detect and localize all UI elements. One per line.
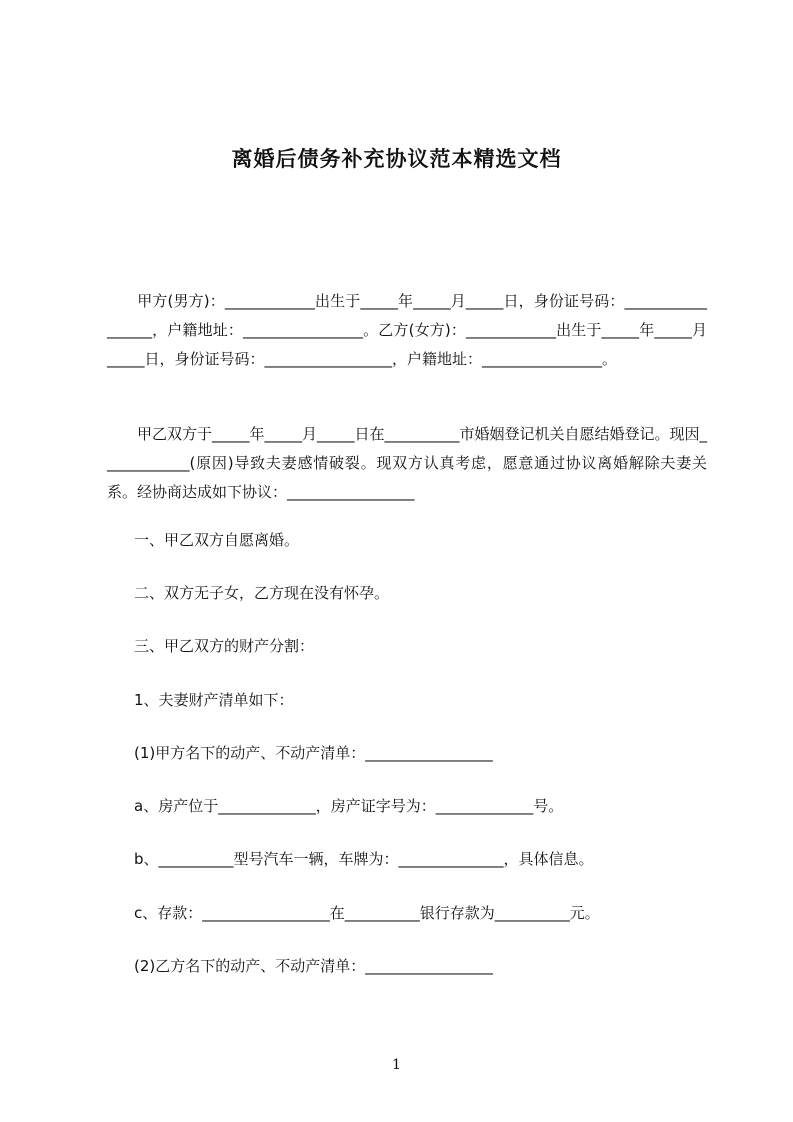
document-title: 离婚后债务补充协议范本精选文档 — [231, 147, 562, 171]
parties-paragraph: 甲方(男方)：____________出生于_____年_____月_____日，身份证号码：_________________，户籍地址：________________。乙方(女方)：____________出生于_____年_____月_____日，身份证号码：_________________，户籍地址：________________。 — [107, 292, 707, 368]
clause-item: 二、双方无子女，乙方现在没有怀孕。 — [134, 584, 390, 602]
clause-item: 1、夫妻财产清单如下： — [134, 691, 294, 709]
clause-item: c、存款：_________________在__________银行存款为__________元。 — [134, 904, 600, 922]
page-number: 1 — [392, 1057, 401, 1073]
clause-item: 一、甲乙双方自愿离婚。 — [134, 531, 300, 549]
clause-item: (1)甲方名下的动产、不动产清单：_________________ — [134, 744, 493, 762]
marriage-paragraph: 甲乙双方于_____年_____月_____日在__________市婚姻登记机关自愿结婚登记。现因____________(原因)导致夫妻感情破裂。现双方认真考虑，愿意通过协议离婚解除夫妻关系。经协商达成如下协议：_________________ — [107, 425, 708, 501]
clause-item: (2)乙方名下的动产、不动产清单：_________________ — [134, 957, 493, 975]
clause-item: 三、甲乙双方的财产分割： — [134, 637, 315, 655]
clause-item: b、__________型号汽车一辆，车牌为：______________，具体信息。 — [134, 850, 594, 868]
clause-item: a、房产位于_____________，房产证字号为：_____________号。 — [134, 797, 564, 815]
